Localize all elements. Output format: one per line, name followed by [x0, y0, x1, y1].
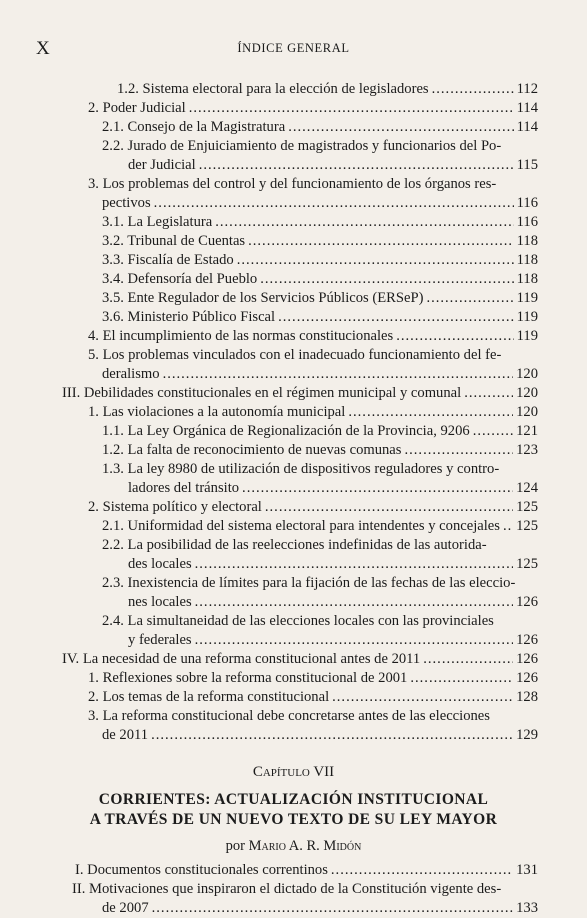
toc-entry: 2.4. La simultaneidad de las elecciones locales con las provinciales — [102, 613, 494, 629]
page-number: X — [36, 38, 50, 59]
chapter-byline: por Mario A. R. Midón — [225, 838, 362, 854]
toc-entry: 2.3. Inexistencia de límites para la fijación de las fechas de las eleccio- — [102, 575, 516, 591]
chapter-title-line2: A TRAVÉS DE UN NUEVO TEXTO DE SU LEY MAYOR — [89, 811, 498, 828]
toc-entry: II. Motivaciones que inspiraron el dictado de la Constitución vigente des- — [72, 881, 502, 897]
toc-entry: nes locales ..... 126 — [128, 593, 538, 612]
toc-entry: 2. Los temas de la reforma constitucional ..... 128 — [88, 688, 538, 707]
toc-entry: 1.3. La ley 8980 de utilización de dispositivos reguladores y contro- — [102, 461, 500, 477]
toc-entry: 1.2. La falta de reconocimiento de nuevas comunas ..... 123 — [102, 441, 538, 460]
toc-entry: 3. La reforma constitucional debe concretarse antes de las elecciones — [88, 708, 490, 724]
toc-entry: 2. Poder Judicial ..... 114 — [88, 99, 538, 118]
toc-entry: 3. Los problemas del control y del funcionamiento de los órganos res- — [88, 176, 497, 192]
chapter-title-line1: CORRIENTES: ACTUALIZACIÓN INSTITUCIONAL — [98, 791, 489, 808]
toc-entry: 4. El incumplimiento de las normas constitucionales ..... 119 — [88, 327, 538, 346]
running-head: ÍNDICE GENERAL — [237, 41, 350, 55]
toc-entry: 1. Reflexiones sobre la reforma constitucional de 2001 ..... 126 — [88, 669, 538, 688]
toc-entry: pectivos ..... 116 — [102, 194, 538, 213]
toc-entry: IV. La necesidad de una reforma constitucional antes de 2011 ..... 126 — [62, 650, 538, 669]
toc-entry: 1. Las violaciones a la autonomía municipal ..... 120 — [88, 403, 538, 422]
toc-entry: 3.4. Defensoría del Pueblo ..... 118 — [102, 270, 538, 289]
toc-entry: 1.2. Sistema electoral para la elección de legisladores ..... 112 — [117, 80, 538, 99]
toc-entry: 1.1. La Ley Orgánica de Regionalización de la Provincia, 9206 ..... 121 — [102, 422, 538, 441]
toc-entry: y federales ..... 126 — [128, 631, 538, 650]
toc-entry: 3.1. La Legislatura ..... 116 — [102, 213, 538, 232]
toc-entry: ladores del tránsito ..... 124 — [128, 479, 538, 498]
toc-entry: 2. Sistema político y electoral ..... 125 — [88, 498, 538, 517]
toc-entry: der Judicial ..... 115 — [128, 156, 538, 175]
toc-entry: I. Documentos constitucionales correntinos ..... 131 — [75, 861, 538, 880]
toc-entry: 3.2. Tribunal de Cuentas ..... 118 — [102, 232, 538, 251]
page-header — [0, 0, 587, 70]
toc-entry: deralismo ..... 120 — [102, 365, 538, 384]
chapter-label: Capítulo VII — [252, 764, 335, 780]
toc-entry: de 2007 ..... 133 — [102, 899, 538, 918]
toc-entry: 3.5. Ente Regulador de los Servicios Públicos (ERSeP) ..... 119 — [102, 289, 538, 308]
toc-entry: de 2011 ..... 129 — [102, 726, 538, 745]
toc-entry: 5. Los problemas vinculados con el inadecuado funcionamiento del fe- — [88, 347, 502, 363]
toc-entry: 2.1. Uniformidad del sistema electoral para intendentes y concejales ..... 125 — [102, 517, 538, 536]
toc-entry: 3.6. Ministerio Público Fiscal ..... 119 — [102, 308, 538, 327]
toc-entry: III. Debilidades constitucionales en el régimen municipal y comunal ..... 120 — [62, 384, 538, 403]
toc-entry: 2.2. Jurado de Enjuiciamiento de magistrados y funcionarios del Po- — [102, 138, 502, 154]
toc-entry: 2.1. Consejo de la Magistratura ..... 114 — [102, 118, 538, 137]
toc-entry: 2.2. La posibilidad de las reelecciones indefinidas de las autorida- — [102, 537, 487, 553]
toc-entry: 3.3. Fiscalía de Estado ..... 118 — [102, 251, 538, 270]
toc-entry: des locales ..... 125 — [128, 555, 538, 574]
